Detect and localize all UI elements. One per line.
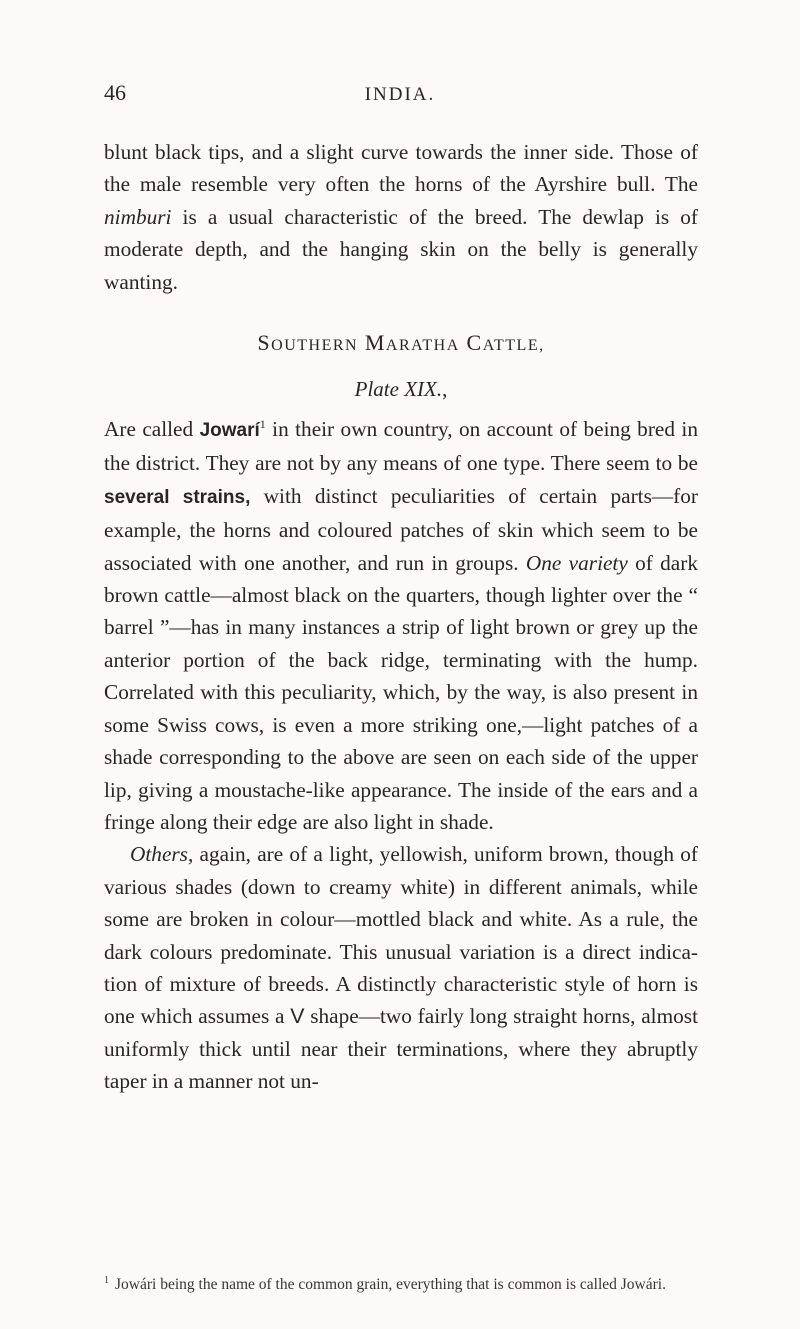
- heading-run: OUTHERN: [271, 337, 359, 355]
- paragraph-others: [104, 838, 698, 1097]
- section-heading: [104, 328, 698, 361]
- text-run: blunt black tips, and a slight curve towards the inner side. Those of the male resemble very often the horns of the Ayrshire bull. The: [104, 140, 698, 197]
- heading-run: C: [466, 330, 483, 356]
- footnote: [104, 1270, 698, 1296]
- heading-run: ATTLE,: [482, 337, 545, 355]
- italic-term-nimburi: nimburi: [104, 204, 172, 229]
- text-run: shape—two fairly long straight horns, almost uniformly thick until near their terminations, where they abruptly taper in a manner not un-: [104, 1004, 698, 1094]
- text-run: is a usual characteristic of the breed. The dewlap is of moderate depth, and the hanging skin on the belly is generally wanting.: [104, 204, 698, 294]
- plate-reference: [104, 373, 698, 405]
- italic-phrase: One variety: [525, 550, 628, 575]
- plate-comma: ,: [442, 377, 448, 402]
- text-run: in their own country, on account of being bred in the district. They are not by any means of one type. There seem to be: [104, 417, 698, 476]
- text-run: , again, are of a light, yellowish, uniform brown, though of various shades (down to creamy white) in different animals, while some are broken in colour—mottled black and white. As a rule, the dark colours predominate. This unusual variation is a direct indica-tion of mixture of breeds. A distinctly characteristic style of horn is one which assumes a: [104, 842, 698, 1029]
- page-number: 46: [104, 80, 126, 105]
- page-header: [104, 80, 696, 112]
- text-run: with distinct peculiarities of certain parts—for example, the horns and coloured patches of skin which seem to be associated with one another, and run in groups.: [104, 483, 698, 575]
- paragraph-jowari: [104, 413, 698, 838]
- italic-word-others: Others: [130, 842, 188, 867]
- running-head: INDIA.: [364, 84, 436, 105]
- term-jowari: Jowarí: [199, 420, 260, 442]
- heading-run: M: [364, 330, 386, 356]
- bold-phrase: several strains,: [104, 486, 251, 508]
- heading-run: ARATHA: [385, 337, 460, 355]
- text-run: Are called: [104, 417, 200, 442]
- heading-run: S: [257, 330, 272, 356]
- v-shape-glyph: V: [290, 1004, 305, 1029]
- paragraph-continuation: [104, 136, 698, 298]
- text-run: of dark brown cattle—almost black on the quarters, though lighter over the “ barrel ”—has in many instances a strip of light brown or grey up the anterior portion of the back ridge, terminating with the hump. Correlated with this peculiarity, which, by the way, is also present in some Swiss cows, is even a more striking one,—light patches of a shade corresponding to the above are seen on each side of the upper lip, giving a moustache-like appearance. The inside of the ears and a fringe along their edge are also light in shade.: [104, 550, 699, 834]
- page-body: [104, 136, 698, 1098]
- footnote-text: Jowári being the name of the common grain, everything that is common is called Jowári.: [115, 1276, 666, 1294]
- plate-label: Plate XIX.: [354, 377, 443, 402]
- footnote-reference[interactable]: 1: [259, 416, 266, 431]
- footnote-mark: 1: [104, 1275, 109, 1286]
